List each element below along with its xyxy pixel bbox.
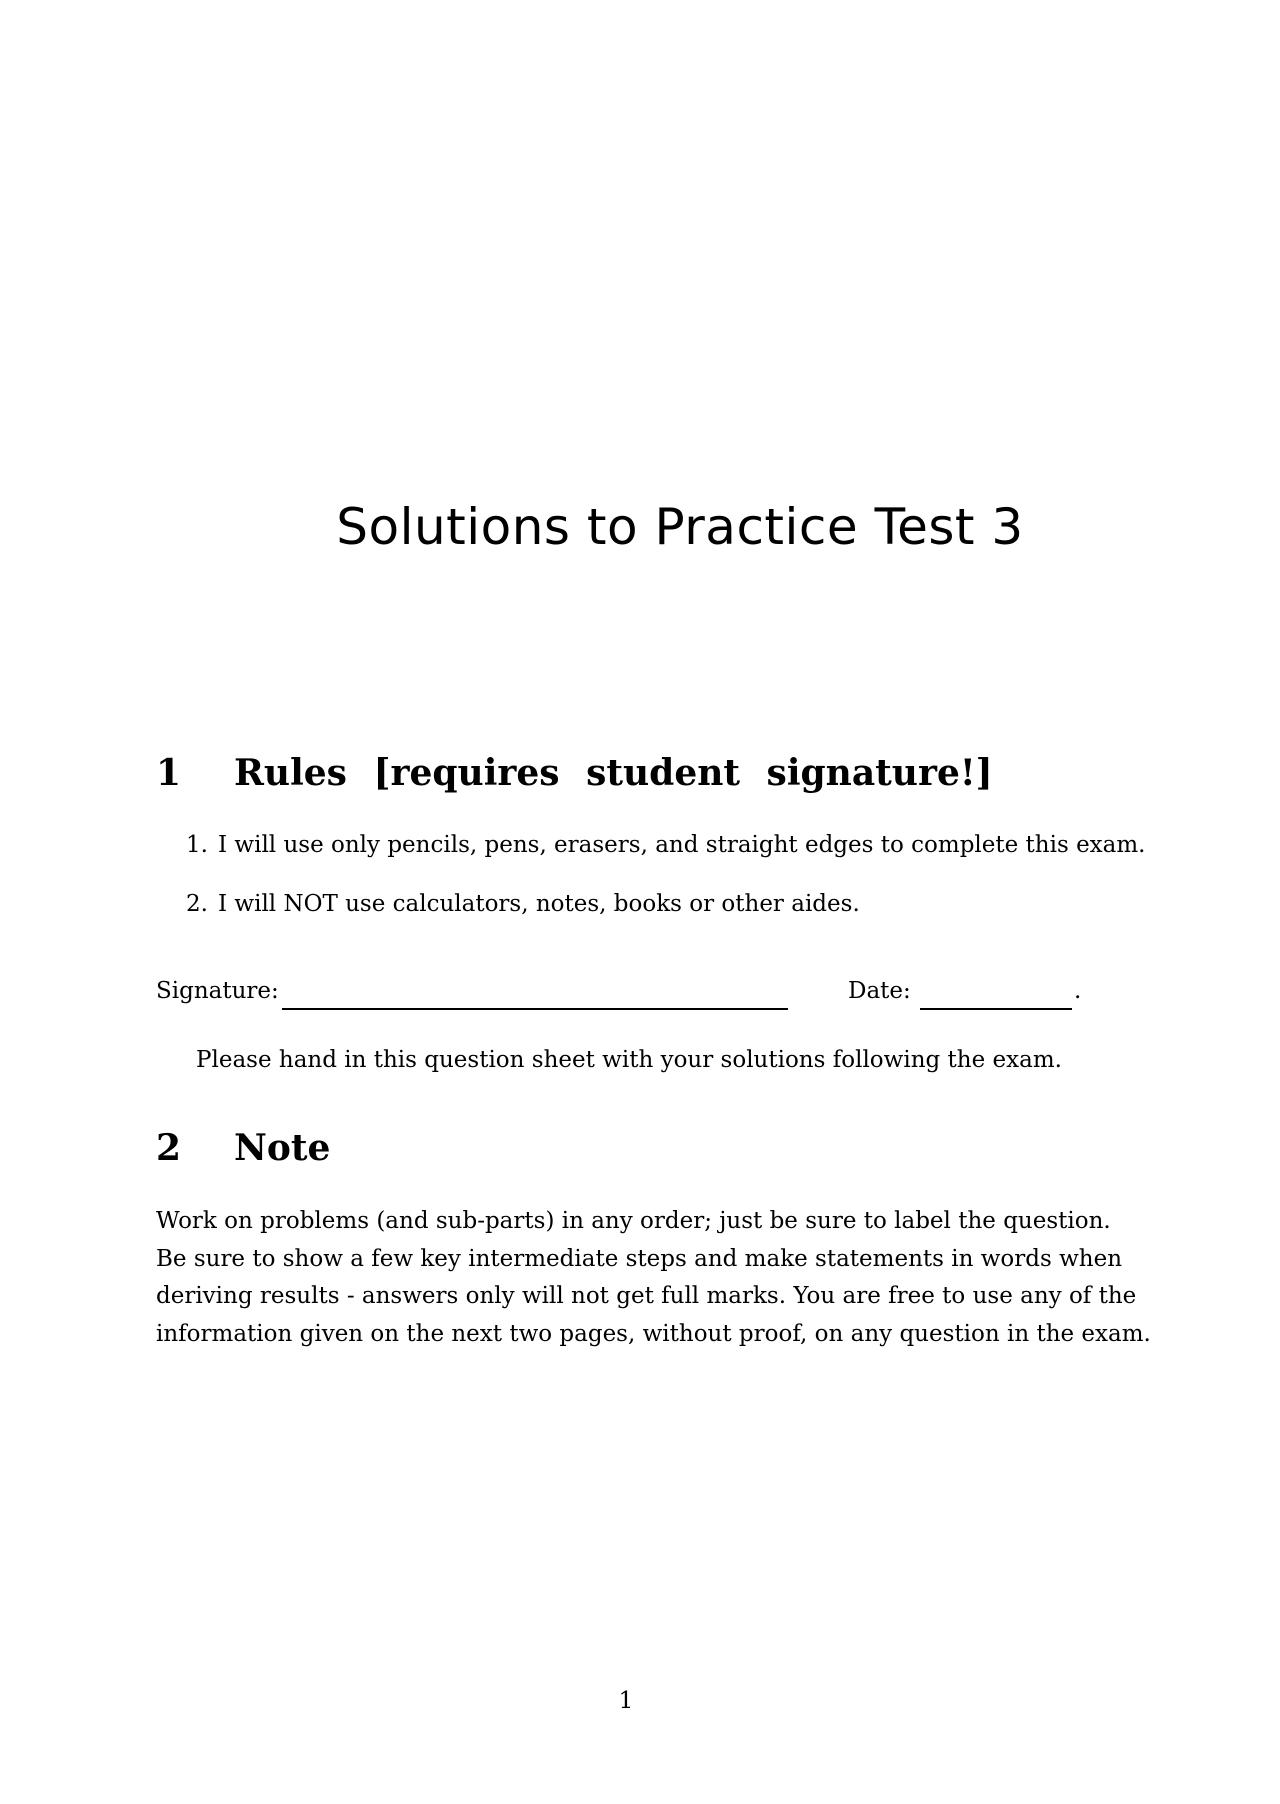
list-item-text: I will use only pencils, pens, erasers, and straight edges to complete this exam.: [218, 832, 1146, 858]
signature-line[interactable]: [282, 1008, 788, 1010]
page-number: 1: [618, 1688, 634, 1714]
paragraph-line: deriving results - answers only will not get full marks. You are free to use any of the: [156, 1283, 1137, 1309]
signature-row: [156, 978, 1086, 1014]
section-heading-note: [156, 1127, 330, 1169]
page-title: Solutions to Practice Test 3: [336, 498, 1024, 556]
paragraph-line: Work on problems (and sub-parts) in any order; just be sure to label the question.: [156, 1208, 1111, 1234]
section-heading-rules: [156, 752, 993, 794]
list-marker: 2.: [186, 891, 208, 917]
section-title: Rules [requires student signature!]: [234, 752, 993, 794]
section-number: 1: [156, 752, 182, 794]
section-title: Note: [234, 1127, 331, 1169]
hand-in-instruction: Please hand in this question sheet with your solutions following the exam.: [196, 1047, 1062, 1073]
list-item-text: I will NOT use calculators, notes, books or other aides.: [218, 891, 860, 917]
list-marker: 1.: [186, 832, 208, 858]
list-item: [186, 891, 860, 917]
signature-label: Signature:: [156, 978, 279, 1004]
note-paragraph: [156, 1203, 1151, 1353]
date-line[interactable]: [920, 1008, 1072, 1010]
paragraph-line: information given on the next two pages, without proof, on any question in the exam.: [156, 1320, 1151, 1347]
date-label: Date:: [848, 978, 911, 1004]
date-terminator: .: [1074, 978, 1082, 1004]
paragraph-line: Be sure to show a few key intermediate steps and make statements in words when: [156, 1245, 1123, 1272]
section-number: 2: [156, 1127, 182, 1169]
list-item: [186, 832, 1146, 858]
